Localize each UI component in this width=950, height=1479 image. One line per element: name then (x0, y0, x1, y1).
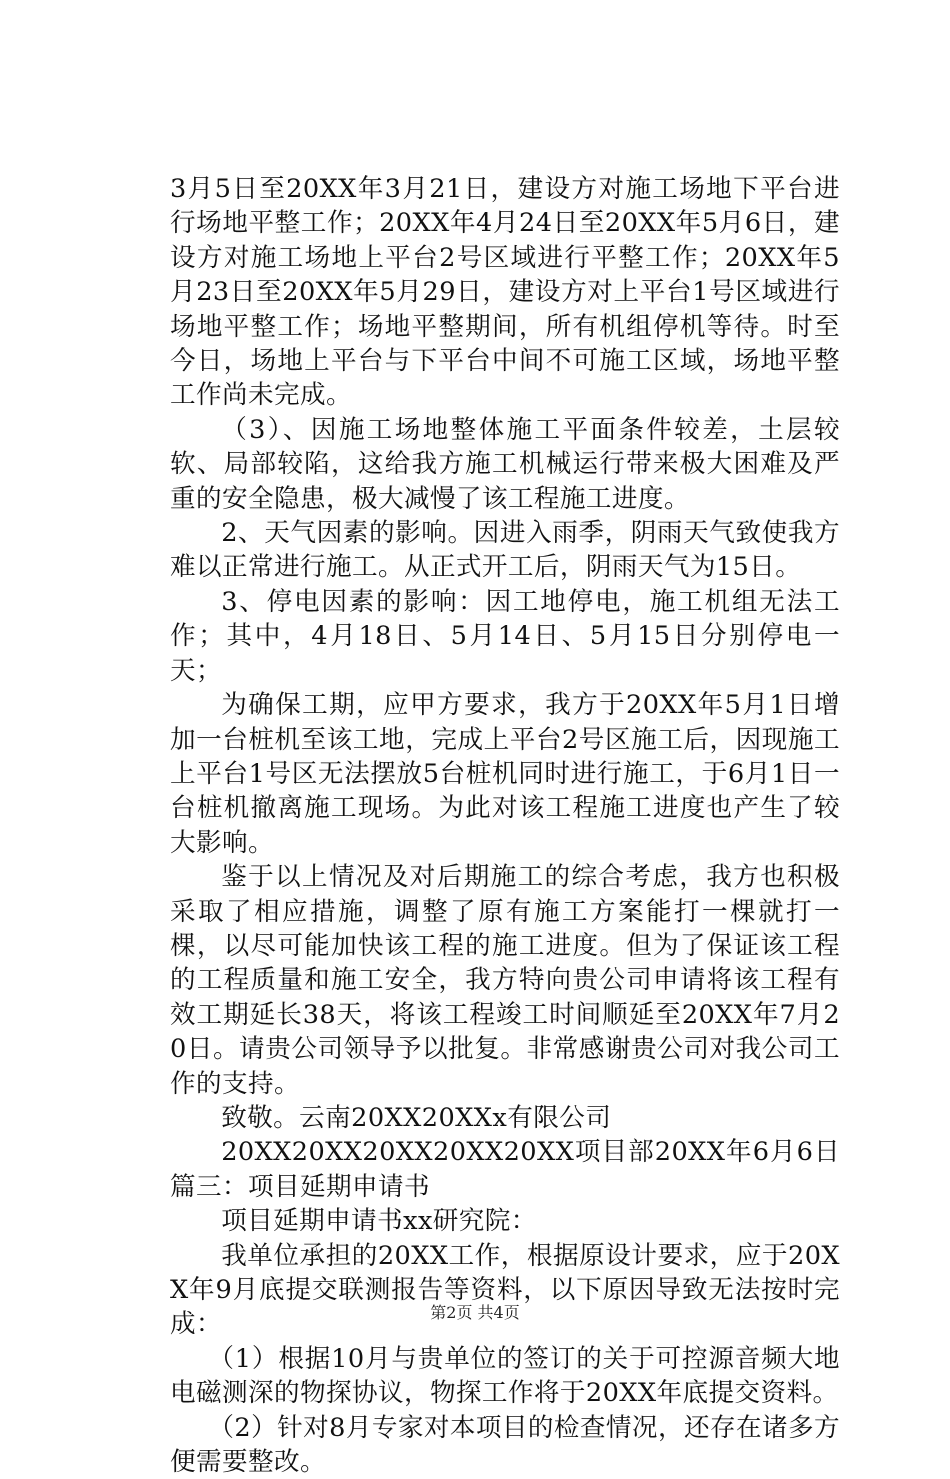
paragraph-addressee: 项目延期申请书xx研究院： (221, 1206, 537, 1237)
paragraph-project-delay: 我单位承担的20XX工作，根据原设计要求，应于20XX年9月底提交联测报告等资料，以下原因导致无法按时完成： (170, 1240, 840, 1340)
paragraph-reason-1: （1）根据10月与贵单位的签订的关于可控源音频大地电磁测深的物探协议，物探工作将于20XX年底提交资料。 (170, 1343, 840, 1409)
document-body (170, 172, 840, 1479)
paragraph-reason-2: （2）针对8月专家对本项目的检查情况，还存在诸多方便需要整改。 (170, 1412, 840, 1478)
paragraph-pile-machine: 为确保工期，应甲方要求，我方于20XX年5月1日增加一台桩机至该工地，完成上平台2号区施工后，因现施工上平台1号区无法摆放5台桩机同时进行施工，于6月1日一台桩机撤离施工现场。为此对该工程施工进度也产生了较大影响。 (170, 690, 840, 858)
paragraph-extension-request: 鉴于以上情况及对后期施工的综合考虑，我方也积极采取了相应措施，调整了原有施工方案能打一棵就打一棵，以尽可能加快该工程的施工进度。但为了保证该工程的工程质量和施工安全，我方特向贵公司申请将该工程有效工期延长38天，将该工程竣工时间顺延至20XX年7月20日。请贵公司领导予以批复。非常感谢贵公司对我公司工作的支持。 (170, 862, 840, 1099)
paragraph-weather: 2、天气因素的影响。因进入雨季，阴雨天气致使我方难以正常进行施工。从正式开工后，阴雨天气为15日。 (170, 518, 840, 583)
paragraph-salutation: 致敬。云南20XX20XXx有限公司 (221, 1102, 612, 1133)
page-number: 第2页 共4页 (430, 1303, 520, 1322)
paragraph-site-leveling: 3月5日至20XX年3月21日，建设方对施工场地下平台进行场地平整工作；20XX年4月24日至20XX年5月6日，建设方对施工场地上平台2号区域进行平整工作；20XX年5月23日至20XX年5月29日，建设方对上平台1号区域进行场地平整工作；场地平整期间，所有机组停机等待。时至今日，场地上平台与下平台中间不可施工区域，场地平整工作尚未完成。 (170, 174, 840, 411)
paragraph-power-outage: 3、停电因素的影响：因工地停电，施工机组无法工作；其中，4月18日、5月14日、5月15日分别停电一天； (170, 586, 840, 686)
paragraph-site-conditions: （3）、因施工场地整体施工平面条件较差，土层较软、局部较陷，这给我方施工机械运行带来极大困难及严重的安全隐患，极大减慢了该工程施工进度。 (170, 414, 840, 514)
paragraph-signature-date: 20XX20XX20XX20XX20XX项目部20XX年6月6日篇三：项目延期申请书 (170, 1137, 840, 1202)
